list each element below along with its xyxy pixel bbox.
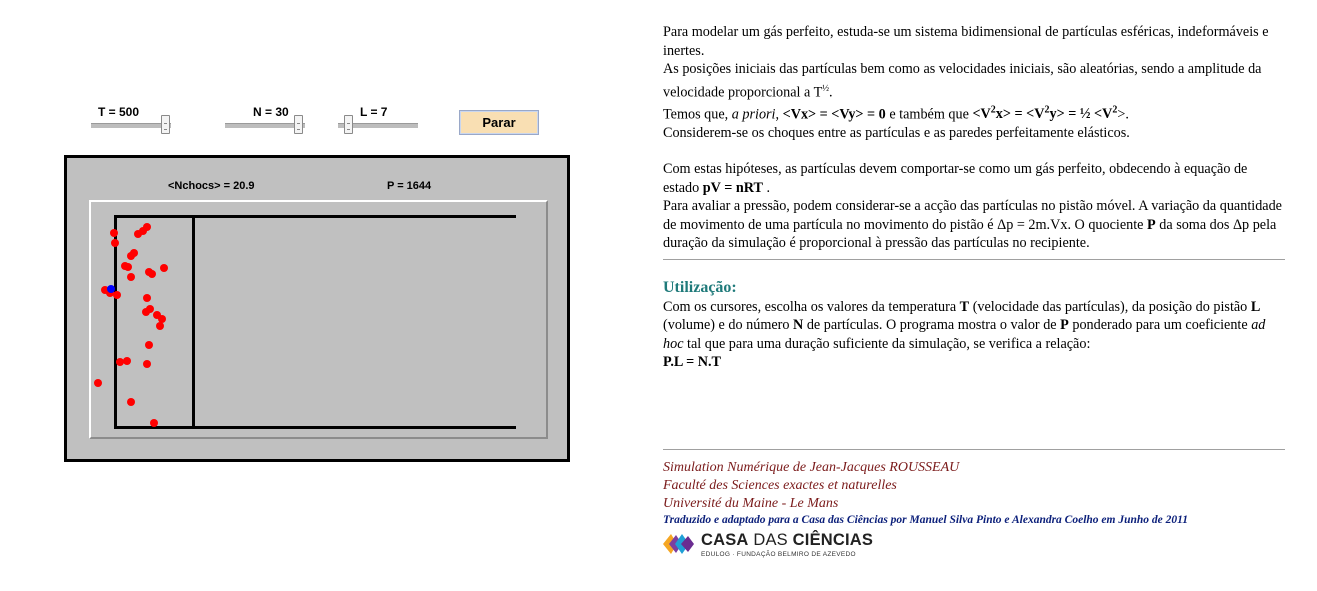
particle <box>94 379 102 387</box>
particle <box>150 419 158 427</box>
particle <box>143 294 151 302</box>
credit-author: Simulation Numérique de Jean-Jacques ROUSSEAU <box>663 460 960 475</box>
logo-subtitle: EDULOG · FUNDAÇÃO BELMIRO DE AZEVEDO <box>701 551 856 558</box>
particle <box>110 229 118 237</box>
tracked-particle <box>107 285 115 293</box>
credit-faculty: Faculté des Sciences exactes et naturelles <box>663 478 897 493</box>
hypothesis-paragraph: Com estas hipóteses, as partículas devem comportar-se como um gás perfeito, obdecendo à equação de estado pV = nRT . Para avaliar a pressão, podem considerar-se a acção das partículas no pistão móvel. A variação da quantidade de movimento de uma partícula no movimento do pistão é Δp = 2m.Vx. O quociente P da soma dos Δp pela duração da simulação é proporcional à pressão das partículas no recipiente. <box>663 161 1282 252</box>
logo-name: CASA DAS CIÊNCIAS <box>701 531 874 549</box>
length-slider-thumb[interactable] <box>344 115 353 134</box>
left-wall <box>114 215 117 429</box>
stop-button[interactable]: Parar <box>459 110 539 135</box>
particle <box>145 341 153 349</box>
bottom-wall <box>114 426 516 429</box>
piston[interactable] <box>192 215 195 429</box>
particle <box>111 239 119 247</box>
logo-mark-icon <box>663 532 695 556</box>
particle <box>127 273 135 281</box>
particle <box>148 270 156 278</box>
particle <box>127 252 135 260</box>
pressure-readout: P = 1644 <box>387 180 432 192</box>
description-paragraph: Para modelar um gás perfeito, estuda-se um sistema bidimensional de partículas esféricas, indeformáveis e inertes. As posições iniciais das partículas bem como as velocidades iniciais, são aleatórias, sendo a amplitude da velocidade proporcional a $T^{\frac{1}{2}}$. Temos que, a priori, <Vx> = <Vy> = 0 e também que $<V^2x> = <V^2y>$ = ½ $<V^2>$. Considerem-se os choques entre as partículas e as paredes perfeitamente elásticos. <box>663 24 1269 141</box>
particle <box>123 357 131 365</box>
temperature-slider-thumb[interactable] <box>161 115 170 134</box>
particles-slider-thumb[interactable] <box>294 115 303 134</box>
top-wall <box>114 215 516 218</box>
relation-formula: P.L = N.T <box>663 354 722 371</box>
particle <box>160 264 168 272</box>
particle <box>116 358 124 366</box>
particle <box>134 230 142 238</box>
particles-label: N = 30 <box>253 105 289 119</box>
length-label: L = 7 <box>360 105 388 119</box>
casa-das-ciencias-logo[interactable] <box>663 531 903 561</box>
particle <box>156 322 164 330</box>
particle <box>153 311 161 319</box>
usage-paragraph: Com os cursores, escolha os valores da temperatura T (velocidade das partículas), da posição do pistão L (volume) e do número N de partículas. O programa mostra o valor de P ponderado para um coeficiente ad hoc tal que para uma duração suficiente da simulação, se verifica a relação: P.L = N.T <box>663 298 1266 371</box>
particles-slider-track[interactable] <box>225 123 305 128</box>
particle <box>143 360 151 368</box>
collision-count-readout: <Nchocs> = 20.9 <box>168 180 255 192</box>
description-panel <box>663 23 1285 372</box>
particle <box>127 398 135 406</box>
credits <box>663 449 1285 558</box>
particle <box>142 308 150 316</box>
usage-title: Utilização: <box>663 278 737 296</box>
particle <box>124 263 132 271</box>
simulation-panel <box>64 155 570 462</box>
temperature-label: T = 500 <box>98 105 140 119</box>
temperature-slider-track[interactable] <box>91 123 171 128</box>
gas-chamber <box>89 200 548 439</box>
credit-university: Université du Maine - Le Mans <box>663 496 839 511</box>
credit-translator: Traduzido e adaptado para a Casa das Ciências por Manuel Silva Pinto e Alexandra Coelho em Junho de 2011 <box>663 514 1189 526</box>
particle <box>113 291 121 299</box>
divider <box>663 259 1285 260</box>
